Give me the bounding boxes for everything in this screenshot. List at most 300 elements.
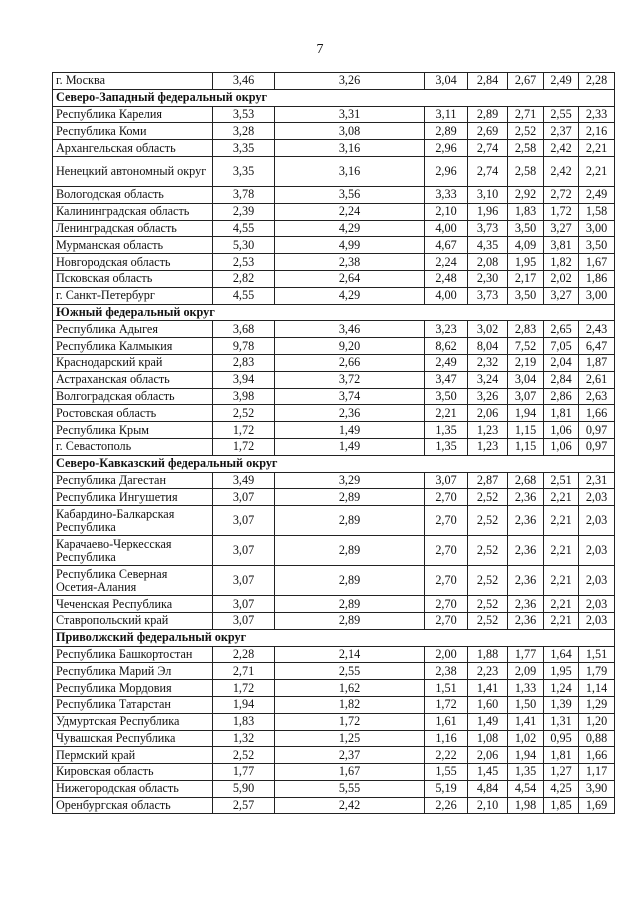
- table-row: [53, 489, 615, 506]
- value-cell: 1,82: [544, 254, 579, 271]
- value-cell: 0,88: [579, 730, 615, 747]
- value-cell: 3,07: [213, 506, 275, 536]
- region-name: Нижегородская область: [53, 780, 213, 797]
- value-cell: 2,21: [544, 612, 579, 629]
- value-cell: 1,72: [213, 422, 275, 439]
- value-cell: 2,92: [508, 186, 544, 203]
- region-name: Кировская область: [53, 764, 213, 781]
- value-cell: 4,00: [425, 287, 468, 304]
- district-section-row: [53, 304, 615, 321]
- value-cell: 1,60: [468, 696, 508, 713]
- value-cell: 1,17: [579, 764, 615, 781]
- value-cell: 1,96: [468, 203, 508, 220]
- value-cell: 3,27: [544, 220, 579, 237]
- value-cell: 5,90: [213, 780, 275, 797]
- value-cell: 1,77: [213, 764, 275, 781]
- value-cell: 2,42: [544, 156, 579, 186]
- table-row: [53, 270, 615, 287]
- value-cell: 5,30: [213, 237, 275, 254]
- value-cell: 2,52: [468, 612, 508, 629]
- value-cell: 3,02: [468, 321, 508, 338]
- value-cell: 1,41: [508, 713, 544, 730]
- region-name: Оренбургская область: [53, 797, 213, 814]
- table-row: [53, 405, 615, 422]
- value-cell: 5,55: [275, 780, 425, 797]
- value-cell: 2,03: [579, 612, 615, 629]
- value-cell: 2,84: [544, 371, 579, 388]
- region-name: Ростовская область: [53, 405, 213, 422]
- value-cell: 4,29: [275, 220, 425, 237]
- value-cell: 4,55: [213, 287, 275, 304]
- value-cell: 2,02: [544, 270, 579, 287]
- value-cell: 1,20: [579, 713, 615, 730]
- page-number: 7: [316, 42, 324, 57]
- table-row: [53, 797, 615, 814]
- region-name: Чувашская Республика: [53, 730, 213, 747]
- value-cell: 1,02: [508, 730, 544, 747]
- value-cell: 2,14: [275, 646, 425, 663]
- table-row: [53, 354, 615, 371]
- value-cell: 2,71: [508, 106, 544, 123]
- value-cell: 1,49: [275, 422, 425, 439]
- value-cell: 1,95: [544, 663, 579, 680]
- region-name: Чеченская Республика: [53, 596, 213, 613]
- value-cell: 2,03: [579, 596, 615, 613]
- value-cell: 1,24: [544, 680, 579, 697]
- value-cell: 3,16: [275, 140, 425, 157]
- district-title: Южный федеральный округ: [53, 304, 615, 321]
- table-row: [53, 438, 615, 455]
- table-row: [53, 203, 615, 220]
- value-cell: 2,63: [579, 388, 615, 405]
- value-cell: 2,53: [213, 254, 275, 271]
- value-cell: 2,87: [468, 472, 508, 489]
- table-row: [53, 780, 615, 797]
- value-cell: 3,26: [275, 73, 425, 90]
- value-cell: 3,26: [468, 388, 508, 405]
- value-cell: 2,36: [508, 566, 544, 596]
- value-cell: 2,09: [508, 663, 544, 680]
- value-cell: 3,04: [508, 371, 544, 388]
- value-cell: 4,55: [213, 220, 275, 237]
- value-cell: 2,37: [275, 747, 425, 764]
- region-name: Калининградская область: [53, 203, 213, 220]
- value-cell: 2,89: [275, 489, 425, 506]
- value-cell: 3,72: [275, 371, 425, 388]
- table-row: [53, 680, 615, 697]
- region-name: Республика Марий Эл: [53, 663, 213, 680]
- table-row: [53, 764, 615, 781]
- district-section-row: [53, 89, 615, 106]
- value-cell: 1,66: [579, 405, 615, 422]
- region-name: г. Москва: [53, 73, 213, 90]
- table-row: [53, 612, 615, 629]
- region-name: г. Севастополь: [53, 438, 213, 455]
- value-cell: 4,09: [508, 237, 544, 254]
- value-cell: 2,49: [425, 354, 468, 371]
- region-name: Волгоградская область: [53, 388, 213, 405]
- table-row: [53, 566, 615, 596]
- value-cell: 1,67: [579, 254, 615, 271]
- table-row: [53, 506, 615, 536]
- value-cell: 3,35: [213, 156, 275, 186]
- region-name: Республика Северная Осетия-Алания: [53, 566, 213, 596]
- value-cell: 2,70: [425, 536, 468, 566]
- table-row: [53, 646, 615, 663]
- value-cell: 4,25: [544, 780, 579, 797]
- value-cell: 1,23: [468, 438, 508, 455]
- value-cell: 3,07: [213, 596, 275, 613]
- value-cell: 3,28: [213, 123, 275, 140]
- value-cell: 3,73: [468, 220, 508, 237]
- value-cell: 2,19: [508, 354, 544, 371]
- region-name: Новгородская область: [53, 254, 213, 271]
- value-cell: 2,52: [468, 536, 508, 566]
- value-cell: 1,16: [425, 730, 468, 747]
- value-cell: 3,78: [213, 186, 275, 203]
- value-cell: 7,52: [508, 338, 544, 355]
- value-cell: 2,74: [468, 156, 508, 186]
- value-cell: 2,00: [425, 646, 468, 663]
- value-cell: 2,43: [579, 321, 615, 338]
- region-name: Архангельская область: [53, 140, 213, 157]
- value-cell: 2,49: [579, 186, 615, 203]
- value-cell: 2,51: [544, 472, 579, 489]
- value-cell: 1,32: [213, 730, 275, 747]
- value-cell: 2,89: [275, 612, 425, 629]
- region-name: Республика Мордовия: [53, 680, 213, 697]
- value-cell: 1,41: [468, 680, 508, 697]
- value-cell: 2,52: [213, 405, 275, 422]
- value-cell: 2,10: [468, 797, 508, 814]
- region-name: Ставропольский край: [53, 612, 213, 629]
- value-cell: 2,33: [579, 106, 615, 123]
- value-cell: 2,96: [425, 156, 468, 186]
- region-name: Республика Ингушетия: [53, 489, 213, 506]
- table-row: [53, 123, 615, 140]
- value-cell: 1,25: [275, 730, 425, 747]
- table-row: [53, 536, 615, 566]
- value-cell: 2,03: [579, 566, 615, 596]
- table-row: [53, 73, 615, 90]
- value-cell: 2,17: [508, 270, 544, 287]
- value-cell: 3,16: [275, 156, 425, 186]
- region-name: Республика Калмыкия: [53, 338, 213, 355]
- value-cell: 3,07: [213, 612, 275, 629]
- value-cell: 1,15: [508, 422, 544, 439]
- value-cell: 3,46: [275, 321, 425, 338]
- value-cell: 2,52: [468, 566, 508, 596]
- value-cell: 2,06: [468, 405, 508, 422]
- value-cell: 5,19: [425, 780, 468, 797]
- value-cell: 4,84: [468, 780, 508, 797]
- value-cell: 2,36: [275, 405, 425, 422]
- value-cell: 1,85: [544, 797, 579, 814]
- value-cell: 1,77: [508, 646, 544, 663]
- value-cell: 1,50: [508, 696, 544, 713]
- value-cell: 2,36: [508, 536, 544, 566]
- value-cell: 2,21: [544, 536, 579, 566]
- region-name: Астраханская область: [53, 371, 213, 388]
- value-cell: 3,90: [579, 780, 615, 797]
- value-cell: 2,37: [544, 123, 579, 140]
- value-cell: 2,30: [468, 270, 508, 287]
- value-cell: 3,56: [275, 186, 425, 203]
- value-cell: 1,83: [213, 713, 275, 730]
- value-cell: 1,88: [468, 646, 508, 663]
- value-cell: 1,35: [425, 422, 468, 439]
- value-cell: 1,72: [213, 680, 275, 697]
- value-cell: 1,98: [508, 797, 544, 814]
- value-cell: 2,03: [579, 536, 615, 566]
- value-cell: 0,97: [579, 438, 615, 455]
- value-cell: 2,58: [508, 156, 544, 186]
- region-name: Мурманская область: [53, 237, 213, 254]
- value-cell: 3,04: [425, 73, 468, 90]
- value-cell: 2,55: [275, 663, 425, 680]
- region-name: Удмуртская Республика: [53, 713, 213, 730]
- region-name: Пермский край: [53, 747, 213, 764]
- value-cell: 2,89: [275, 596, 425, 613]
- table-row: [53, 663, 615, 680]
- value-cell: 1,49: [275, 438, 425, 455]
- value-cell: 2,10: [425, 203, 468, 220]
- value-cell: 3,31: [275, 106, 425, 123]
- value-cell: 1,06: [544, 422, 579, 439]
- value-cell: 3,73: [468, 287, 508, 304]
- value-cell: 2,84: [468, 73, 508, 90]
- value-cell: 1,67: [275, 764, 425, 781]
- value-cell: 2,83: [213, 354, 275, 371]
- value-cell: 1,64: [544, 646, 579, 663]
- district-title: Приволжский федеральный округ: [53, 629, 615, 646]
- value-cell: 8,04: [468, 338, 508, 355]
- value-cell: 3,81: [544, 237, 579, 254]
- region-name: Краснодарский край: [53, 354, 213, 371]
- value-cell: 3,74: [275, 388, 425, 405]
- value-cell: 2,83: [508, 321, 544, 338]
- value-cell: 4,99: [275, 237, 425, 254]
- value-cell: 2,22: [425, 747, 468, 764]
- value-cell: 1,81: [544, 405, 579, 422]
- table-row: [53, 237, 615, 254]
- value-cell: 3,11: [425, 106, 468, 123]
- value-cell: 2,89: [425, 123, 468, 140]
- value-cell: 4,54: [508, 780, 544, 797]
- value-cell: 3,49: [213, 472, 275, 489]
- value-cell: 3,07: [508, 388, 544, 405]
- value-cell: 1,69: [579, 797, 615, 814]
- value-cell: 3,23: [425, 321, 468, 338]
- value-cell: 2,08: [468, 254, 508, 271]
- region-name: Республика Дагестан: [53, 472, 213, 489]
- value-cell: 8,62: [425, 338, 468, 355]
- district-section-row: [53, 455, 615, 472]
- value-cell: 2,21: [544, 596, 579, 613]
- value-cell: 3,27: [544, 287, 579, 304]
- region-name: Карачаево-Черкесская Республика: [53, 536, 213, 566]
- table-row: [53, 254, 615, 271]
- value-cell: 3,50: [508, 287, 544, 304]
- value-cell: 2,61: [579, 371, 615, 388]
- value-cell: 3,00: [579, 220, 615, 237]
- value-cell: 2,21: [544, 566, 579, 596]
- value-cell: 2,52: [468, 506, 508, 536]
- value-cell: 1,51: [579, 646, 615, 663]
- table-row: [53, 713, 615, 730]
- value-cell: 2,55: [544, 106, 579, 123]
- value-cell: 3,33: [425, 186, 468, 203]
- table-row: [53, 747, 615, 764]
- value-cell: 4,00: [425, 220, 468, 237]
- value-cell: 2,28: [579, 73, 615, 90]
- value-cell: 2,21: [544, 506, 579, 536]
- value-cell: 2,26: [425, 797, 468, 814]
- value-cell: 1,81: [544, 747, 579, 764]
- value-cell: 1,23: [468, 422, 508, 439]
- table-row: [53, 371, 615, 388]
- value-cell: 2,52: [508, 123, 544, 140]
- value-cell: 3,68: [213, 321, 275, 338]
- value-cell: 2,64: [275, 270, 425, 287]
- value-cell: 2,57: [213, 797, 275, 814]
- value-cell: 1,87: [579, 354, 615, 371]
- district-section-row: [53, 629, 615, 646]
- value-cell: 1,94: [508, 747, 544, 764]
- value-cell: 2,70: [425, 596, 468, 613]
- value-cell: 1,55: [425, 764, 468, 781]
- value-cell: 2,68: [508, 472, 544, 489]
- value-cell: 2,03: [579, 489, 615, 506]
- value-cell: 2,70: [425, 489, 468, 506]
- value-cell: 1,06: [544, 438, 579, 455]
- value-cell: 2,69: [468, 123, 508, 140]
- value-cell: 1,95: [508, 254, 544, 271]
- region-name: Вологодская область: [53, 186, 213, 203]
- value-cell: 2,04: [544, 354, 579, 371]
- value-cell: 2,36: [508, 612, 544, 629]
- value-cell: 1,61: [425, 713, 468, 730]
- value-cell: 1,49: [468, 713, 508, 730]
- value-cell: 2,89: [468, 106, 508, 123]
- value-cell: 2,70: [425, 566, 468, 596]
- table-row: [53, 321, 615, 338]
- value-cell: 2,65: [544, 321, 579, 338]
- value-cell: 1,72: [425, 696, 468, 713]
- value-cell: 2,74: [468, 140, 508, 157]
- value-cell: 1,33: [508, 680, 544, 697]
- table-row: [53, 338, 615, 355]
- value-cell: 0,95: [544, 730, 579, 747]
- table-row: [53, 186, 615, 203]
- value-cell: 3,29: [275, 472, 425, 489]
- value-cell: 2,38: [425, 663, 468, 680]
- region-name: Республика Коми: [53, 123, 213, 140]
- region-name: Кабардино-Балкарская Республика: [53, 506, 213, 536]
- value-cell: 9,78: [213, 338, 275, 355]
- value-cell: 2,36: [508, 596, 544, 613]
- region-name: Республика Крым: [53, 422, 213, 439]
- value-cell: 2,70: [425, 506, 468, 536]
- value-cell: 1,83: [508, 203, 544, 220]
- value-cell: 2,24: [275, 203, 425, 220]
- value-cell: 2,58: [508, 140, 544, 157]
- table-row: [53, 106, 615, 123]
- value-cell: 1,27: [544, 764, 579, 781]
- value-cell: 2,52: [468, 596, 508, 613]
- value-cell: 2,71: [213, 663, 275, 680]
- value-cell: 2,21: [579, 140, 615, 157]
- value-cell: 3,47: [425, 371, 468, 388]
- value-cell: 3,07: [213, 536, 275, 566]
- table-row: [53, 220, 615, 237]
- region-name: Ленинградская область: [53, 220, 213, 237]
- region-name: Республика Карелия: [53, 106, 213, 123]
- value-cell: 2,36: [508, 506, 544, 536]
- value-cell: 2,86: [544, 388, 579, 405]
- table-row: [53, 422, 615, 439]
- region-name: Республика Татарстан: [53, 696, 213, 713]
- value-cell: 3,10: [468, 186, 508, 203]
- value-cell: 2,38: [275, 254, 425, 271]
- value-cell: 1,58: [579, 203, 615, 220]
- table-row: [53, 388, 615, 405]
- value-cell: 2,23: [468, 663, 508, 680]
- region-coefficients-table: [52, 72, 615, 814]
- value-cell: 1,79: [579, 663, 615, 680]
- value-cell: 2,66: [275, 354, 425, 371]
- table-row: [53, 696, 615, 713]
- region-name: Псковская область: [53, 270, 213, 287]
- value-cell: 2,28: [213, 646, 275, 663]
- value-cell: 1,72: [544, 203, 579, 220]
- value-cell: 2,89: [275, 566, 425, 596]
- value-cell: 2,48: [425, 270, 468, 287]
- value-cell: 0,97: [579, 422, 615, 439]
- region-name: Республика Башкортостан: [53, 646, 213, 663]
- value-cell: 9,20: [275, 338, 425, 355]
- value-cell: 2,89: [275, 506, 425, 536]
- value-cell: 1,72: [275, 713, 425, 730]
- value-cell: 3,50: [425, 388, 468, 405]
- value-cell: 2,72: [544, 186, 579, 203]
- value-cell: 1,72: [213, 438, 275, 455]
- value-cell: 1,66: [579, 747, 615, 764]
- value-cell: 2,21: [544, 489, 579, 506]
- value-cell: 3,98: [213, 388, 275, 405]
- value-cell: 2,52: [468, 489, 508, 506]
- region-name: Республика Адыгея: [53, 321, 213, 338]
- value-cell: 1,08: [468, 730, 508, 747]
- value-cell: 1,35: [508, 764, 544, 781]
- table-row: [53, 472, 615, 489]
- value-cell: 6,47: [579, 338, 615, 355]
- value-cell: 2,42: [544, 140, 579, 157]
- value-cell: 2,16: [579, 123, 615, 140]
- value-cell: 3,07: [425, 472, 468, 489]
- value-cell: 3,94: [213, 371, 275, 388]
- value-cell: 2,32: [468, 354, 508, 371]
- value-cell: 1,35: [425, 438, 468, 455]
- table-row: [53, 156, 615, 186]
- district-title: Северо-Кавказский федеральный округ: [53, 455, 615, 472]
- value-cell: 2,96: [425, 140, 468, 157]
- value-cell: 1,15: [508, 438, 544, 455]
- value-cell: 1,94: [213, 696, 275, 713]
- value-cell: 2,52: [213, 747, 275, 764]
- value-cell: 3,24: [468, 371, 508, 388]
- value-cell: 1,82: [275, 696, 425, 713]
